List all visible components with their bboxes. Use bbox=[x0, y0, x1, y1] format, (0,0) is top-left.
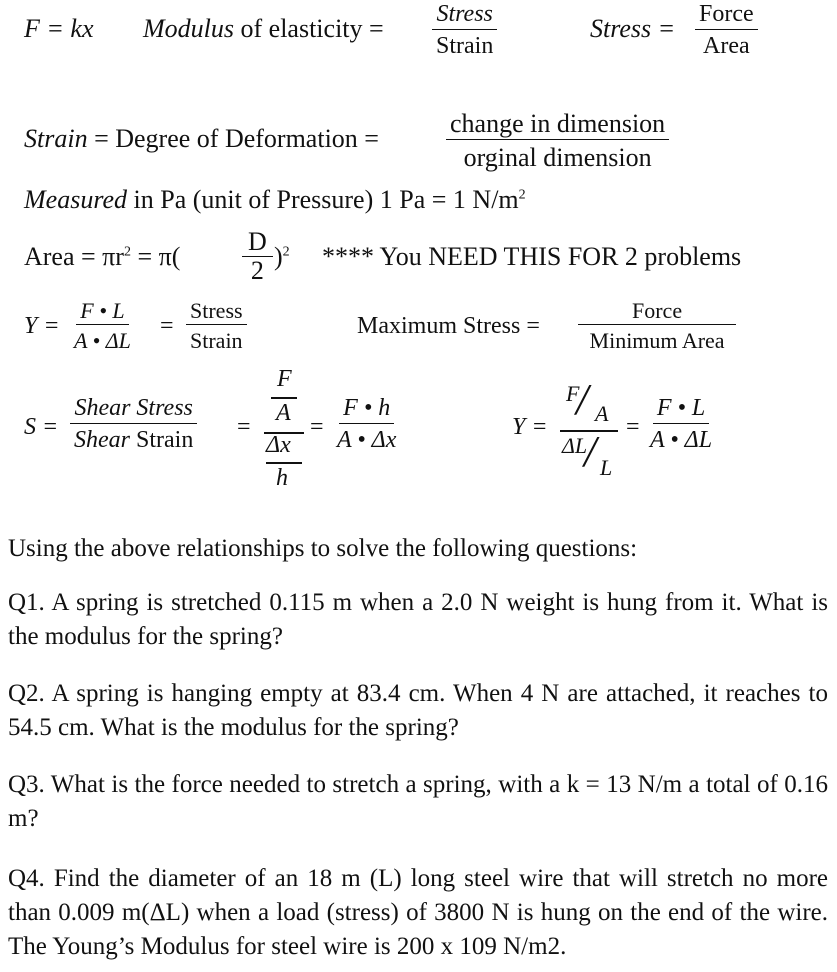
young-denominator: A • ΔL bbox=[74, 328, 131, 354]
max-stress-label: Maximum Stress = bbox=[357, 313, 540, 339]
question-2: Q2. A spring is hanging empty at 83.4 cm. When 4 N are attached, it reaches to 54.5 cm. What is the modulus for the spring? bbox=[8, 680, 828, 741]
young2-label: Y = bbox=[512, 414, 548, 440]
modulus-fraction bbox=[432, 2, 497, 59]
strain-rest: = Degree of Deformation = bbox=[87, 124, 379, 153]
strain-numerator: change in dimension bbox=[446, 110, 669, 140]
strain-denominator: orginal dimension bbox=[463, 143, 652, 173]
measured-line bbox=[24, 185, 526, 215]
young2-fraction bbox=[646, 396, 716, 453]
area-numerator: D bbox=[242, 228, 273, 257]
shear-denominator bbox=[70, 424, 197, 453]
area-text: Area = πr bbox=[24, 242, 124, 271]
young2-den-slash: / bbox=[584, 427, 597, 476]
young2-den-a: ΔL bbox=[562, 433, 588, 458]
area-exponent-1: 2 bbox=[123, 244, 131, 260]
measured-exponent: 2 bbox=[518, 187, 526, 203]
young2-den-b: L bbox=[600, 455, 613, 480]
question-1: Q1. A spring is stretched 0.115 m when a 2.0 N weight is hung from it. What is the modulus for the spring? bbox=[8, 589, 828, 650]
young-numerator: F • L bbox=[76, 299, 128, 325]
modulus-word: Modulus bbox=[143, 14, 234, 43]
area-fraction bbox=[242, 228, 273, 285]
modulus-rest: of elasticity = bbox=[234, 14, 384, 43]
young-stress-strain-fraction bbox=[186, 299, 247, 352]
strain-word-2: Strain bbox=[130, 427, 194, 454]
measured-word: Measured bbox=[24, 185, 128, 214]
shear-big-den-bar bbox=[266, 462, 302, 464]
modulus-numerator: Stress bbox=[432, 2, 496, 30]
area-line-a bbox=[24, 242, 180, 272]
shear-word: Shear bbox=[74, 427, 130, 454]
young-stress: Stress bbox=[186, 299, 247, 325]
young-equals: = bbox=[160, 313, 174, 339]
shear-equals-1: = bbox=[237, 414, 251, 440]
hookes-law: F = kx bbox=[24, 14, 94, 43]
young2-equals: = bbox=[626, 414, 640, 440]
shear-label: S = bbox=[24, 414, 59, 440]
area-paren: ) bbox=[274, 242, 283, 271]
max-stress-fraction bbox=[578, 299, 736, 352]
question-4: Q4. Find the diameter of an 18 m (L) long steel wire that will stretch no more than 0.009 m(ΔL) when a load (stress) of 3800 N is hung on the end of the wire. The Young’s Modulus for steel wire is 200 x 109 N/m2. bbox=[8, 865, 828, 960]
modulus-denominator: Strain bbox=[436, 33, 494, 60]
area-note: **** You NEED THIS FOR 2 problems bbox=[322, 242, 742, 271]
young2-num-b: A bbox=[595, 401, 609, 426]
measured-rest: in Pa (unit of Pressure) 1 Pa = 1 N/m bbox=[127, 185, 519, 214]
stress-label: Stress = bbox=[590, 14, 676, 43]
area-denominator: 2 bbox=[250, 256, 264, 286]
shear-fh-numerator: F • h bbox=[339, 396, 394, 424]
shear-numerator: Shear Stress bbox=[70, 396, 196, 424]
young2-num-slash: / bbox=[576, 375, 589, 424]
shear-big-den-top: Δx bbox=[266, 432, 291, 458]
stress-fraction bbox=[695, 2, 758, 59]
area-close bbox=[274, 242, 290, 272]
stress-numerator: Force bbox=[695, 2, 758, 30]
shear-big-num-bottom: A bbox=[276, 400, 291, 426]
max-stress-numerator: Force bbox=[578, 299, 736, 325]
young-label: Y = bbox=[24, 313, 60, 339]
young-strain: Strain bbox=[190, 328, 243, 354]
young2-num-a: F bbox=[566, 381, 580, 406]
intro-text: Using the above relationships to solve the following questions: bbox=[8, 535, 638, 562]
shear-big-num-top: F bbox=[277, 366, 292, 392]
shear-fraction bbox=[70, 396, 197, 453]
young2-denominator: A • ΔL bbox=[650, 427, 713, 454]
strain-fraction bbox=[446, 110, 669, 172]
area-exponent-2: 2 bbox=[282, 244, 290, 260]
modulus-label bbox=[143, 14, 384, 44]
strain-label bbox=[24, 124, 379, 154]
shear-big-num-bar bbox=[271, 397, 297, 399]
shear-big-den-bottom: h bbox=[276, 465, 288, 491]
young-fraction bbox=[70, 299, 135, 352]
area-pi: = π( bbox=[130, 242, 181, 271]
shear-fh-fraction bbox=[333, 396, 400, 453]
max-stress-denominator: Minimum Area bbox=[589, 328, 725, 354]
stress-denominator: Area bbox=[703, 33, 750, 60]
young2-numerator: F • L bbox=[653, 396, 709, 424]
question-3: Q3. What is the force needed to stretch a spring, with a k = 13 N/m a total of 0.16 m? bbox=[8, 771, 828, 832]
shear-equals-2: = bbox=[310, 414, 324, 440]
shear-fh-denominator: A • Δx bbox=[337, 427, 397, 454]
strain-word: Strain bbox=[24, 124, 88, 153]
